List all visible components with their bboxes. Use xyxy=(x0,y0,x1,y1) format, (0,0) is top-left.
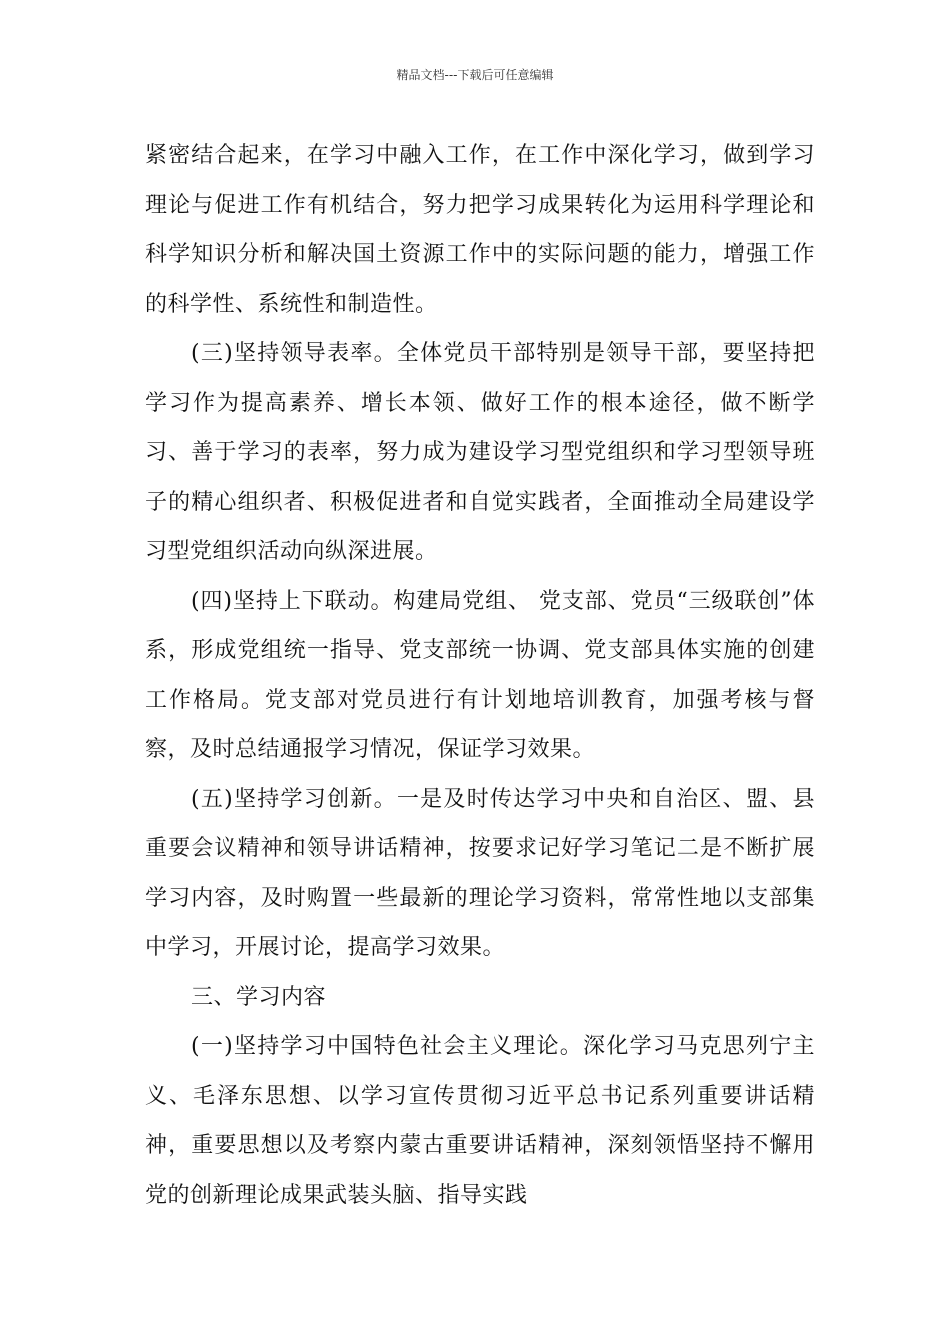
paragraph-linkage: (四)坚持上下联动。构建局党组、 党支部、党员“三级联创”体系，形成党组统一指导、党支部统一协调、党支部具体实施的创建工作格局。党支部对党员进行有计划地培训教育，加强考核与督察，及时总结通报学习情况，保证学习效果。 xyxy=(145,588,815,762)
paragraph-theory: (一)坚持学习中国特色社会主义理论。深化学习马克思列宁主义、毛泽东思想、以学习宣传贯彻习近平总书记系列重要讲话精神，重要思想以及考察内蒙古重要讲话精神，深刻领悟坚持不懈用党的创新理论成果武装头脑、指导实践 xyxy=(145,1034,815,1208)
paragraph-leadership: (三)坚持领导表率。全体党员干部特别是领导干部，要坚持把学习作为提高素养、增长本领、做好工作的根本途径，做不断学习、善于学习的表率，努力成为建设学习型党组织和学习型领导班子的精心组织者、积极促进者和自觉实践者，全面推动全局建设学习型党组织活动向纵深进展。 xyxy=(145,341,815,564)
section-heading-study-content: 三、学习内容 xyxy=(191,984,327,1010)
page-header: 精品文档---下载后可任意编辑 xyxy=(396,68,554,82)
paragraph-continuation: 紧密结合起来，在学习中融入工作，在工作中深化学习，做到学习理论与促进工作有机结合，努力把学习成果转化为运用科学理论和科学知识分析和解决国土资源工作中的实际问题的能力，增强工作的科学性、系统性和制造性。 xyxy=(145,143,815,317)
document-body xyxy=(145,131,815,1220)
paragraph-innovation: (五)坚持学习创新。一是及时传达学习中央和自治区、盟、县重要会议精神和领导讲话精神，按要求记好学习笔记二是不断扩展学习内容，及时购置一些最新的理论学习资料，常常性地以支部集中学习，开展讨论，提高学习效果。 xyxy=(145,786,815,960)
